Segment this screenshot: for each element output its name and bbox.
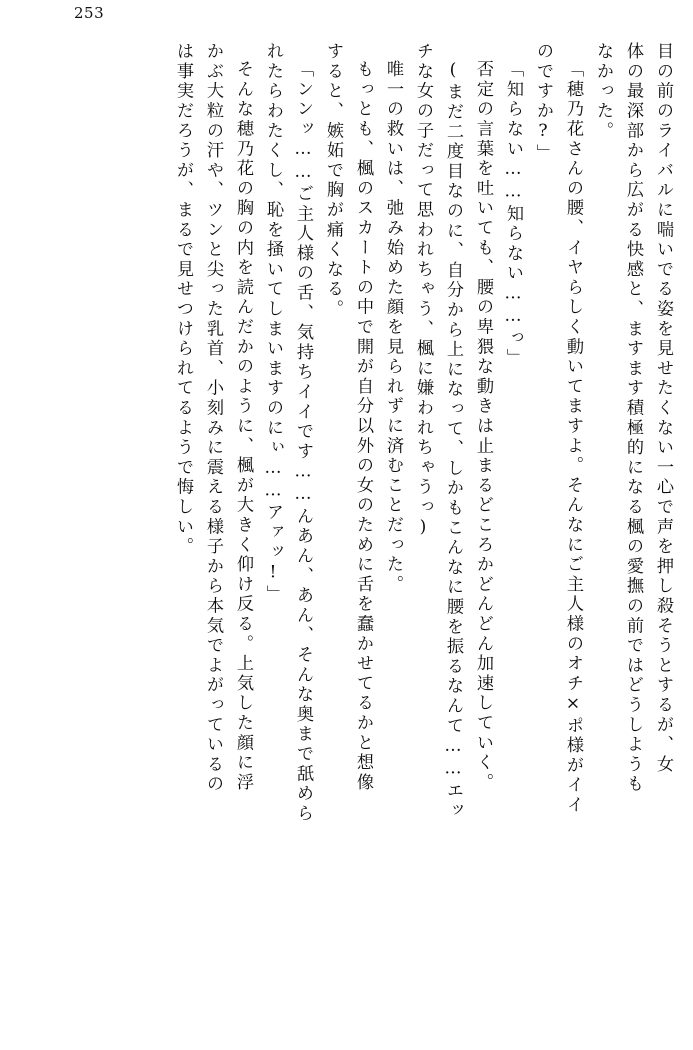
text-line: 目の前のライバルに喘いでる姿を見せたくない一心で声を押し殺そうとするが、女 — [653, 42, 673, 775]
text-line: なかった。 — [593, 42, 613, 141]
text-line: そんな穂乃花の胸の内を読んだかのように、楓が大きく仰け反る。上気した顔に浮 — [233, 60, 253, 793]
text-line: 唯一の救いは、弛み始めた顔を見られずに済むことだった。 — [383, 60, 403, 595]
text-line: 体の最深部から広がる快感と、ますます積極的になる楓の愛撫の前ではどうしようも — [623, 42, 643, 795]
text-line: (まだ二度目なのに、自分から上になって、しかもこんなに腰を振るなんて……エッ — [443, 60, 463, 821]
text-line: 「ンンッ……ご主人様の舌、気持ちイイです……んあん、あん、そんな奥まで舐めら — [293, 60, 313, 824]
text-line: 「知らない……知らない……っ」 — [503, 60, 523, 369]
text-line: チな女の子だって思われちゃう、楓に嫌われちゃうっ) — [413, 42, 433, 540]
text-line: のですか?」 — [533, 42, 553, 164]
text-line: れたらわたくし、恥を掻いてしまいますのにぃ……アァッ!」 — [263, 42, 283, 605]
text-line: 否定の言葉を吐いても、腰の卑猥な動きは止まるどころかどんどん加速していく。 — [473, 60, 493, 793]
text-line: 「穂乃花さんの腰、イヤらしく動いてますよ。そんなにご主人様のオチ×ポ様がイイ — [563, 60, 583, 816]
vertical-text-body — [40, 42, 671, 1022]
text-line: は事実だろうが、まるで見せつけられてるようで悔しい。 — [173, 42, 193, 557]
text-line: もっとも、楓のスカートの中で開が自分以外の女のために舌を蠢かせてるかと想像 — [353, 60, 373, 793]
text-line: かぶ大粒の汗や、ツンと尖った乳首、小刻みに震える様子から本気でよがっているの — [203, 42, 223, 795]
text-line: すると、嫉妬で胸が痛くなる。 — [323, 42, 343, 320]
page-number: 253 — [74, 4, 105, 22]
